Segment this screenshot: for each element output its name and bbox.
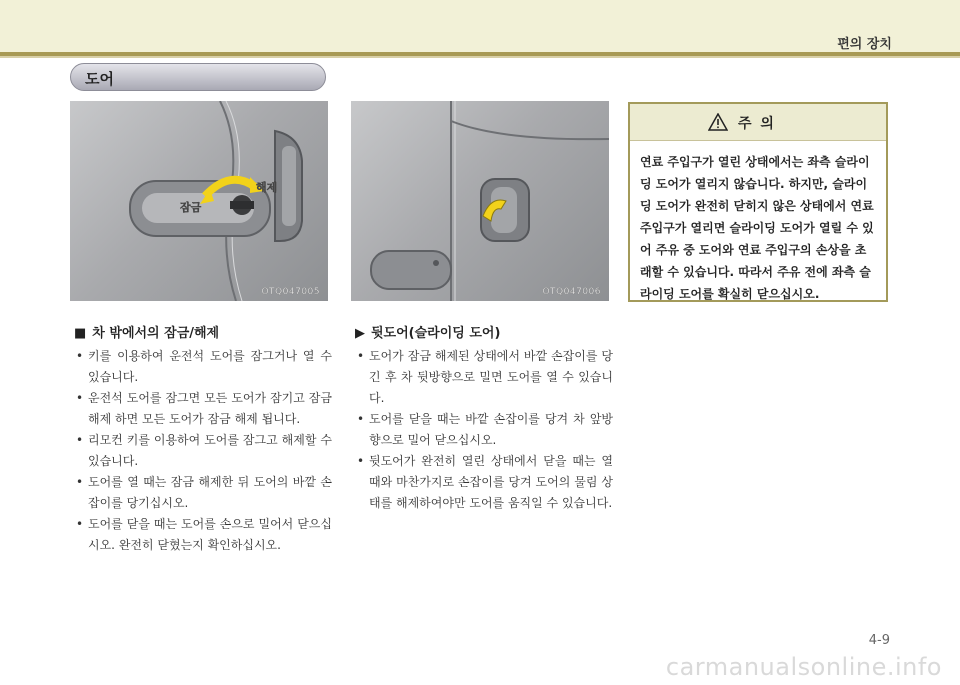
list-item: • 도어를 닫을 때는 도어를 손으로 밀어서 닫으십시오. 완전히 닫혔는지 확인하십시오. bbox=[74, 514, 332, 556]
caution-text: 연료 주입구가 열린 상태에서는 좌측 슬라이딩 도어가 열리지 않습니다. 하지만, 슬라이딩 도어가 완전히 닫히지 않은 상태에서 연료 주입구가 열리면 슬라이딩 도어가 열릴 수 있어 주유 중 도어와 연료 주입구의 손상을 초래할 수 있습니다. 따라서 주유 전에 좌측 슬라이딩 도어를 확실히 닫으십시오. bbox=[640, 155, 874, 301]
figure-sliding-door bbox=[351, 101, 609, 301]
list-item: • 도어를 열 때는 잠금 해제한 뒤 도어의 바깥 손잡이를 당기십시오. bbox=[74, 472, 332, 514]
sliding-door-illustration bbox=[351, 101, 609, 301]
header-rule-light bbox=[0, 56, 960, 58]
middle-heading bbox=[355, 322, 500, 341]
left-bullet-list bbox=[74, 346, 332, 556]
caution-title: 주 의 bbox=[738, 116, 776, 132]
callout-lock: 잠금 bbox=[180, 201, 202, 214]
caution-box bbox=[628, 102, 888, 302]
section-title-pill bbox=[70, 63, 326, 91]
caution-header bbox=[630, 104, 886, 141]
watermark: carmanualsonline.info bbox=[665, 653, 942, 681]
chapter-title: 편의 장치 bbox=[837, 37, 892, 52]
list-item: • 도어가 잠금 해제된 상태에서 바깥 손잡이를 당긴 후 차 뒷방향으로 밀면 도어를 열 수 있습니다. bbox=[355, 346, 613, 409]
warning-triangle-icon bbox=[708, 113, 728, 131]
left-heading-text: 차 밖에서의 잠금/해제 bbox=[92, 326, 220, 341]
figure-code: OTQ047006 bbox=[542, 287, 601, 297]
square-bullet-icon: ■ bbox=[74, 326, 87, 341]
list-item: • 리모컨 키를 이용하여 도어를 잠그고 해제할 수 있습니다. bbox=[74, 430, 332, 472]
page-number: 4-9 bbox=[868, 633, 890, 648]
callout-unlock: 해제 bbox=[256, 181, 278, 194]
list-item: • 키를 이용하여 운전석 도어를 잠그거나 열 수 있습니다. bbox=[74, 346, 332, 388]
middle-bullet-list bbox=[355, 346, 613, 514]
left-heading bbox=[74, 322, 219, 341]
triangle-bullet-icon: ▶ bbox=[355, 326, 365, 341]
list-item: • 뒷도어가 완전히 열린 상태에서 닫을 때는 열 때와 마찬가지로 손잡이를 당겨 도어의 물림 상태를 해제하여야만 도어를 움직일 수 있습니다. bbox=[355, 451, 613, 514]
section-title: 도어 bbox=[85, 70, 114, 88]
figure-driver-door-lock bbox=[70, 101, 328, 301]
list-item: • 운전석 도어를 잠그면 모든 도어가 잠기고 잠금 해제 하면 모든 도어가 잠금 해제 됩니다. bbox=[74, 388, 332, 430]
middle-heading-text: 뒷도어(슬라이딩 도어) bbox=[371, 326, 501, 341]
header-band bbox=[0, 0, 960, 52]
figure-code: OTQ047005 bbox=[261, 287, 320, 297]
list-item: • 도어를 닫을 때는 바깥 손잡이를 당겨 차 앞방향으로 밀어 닫으십시오. bbox=[355, 409, 613, 451]
